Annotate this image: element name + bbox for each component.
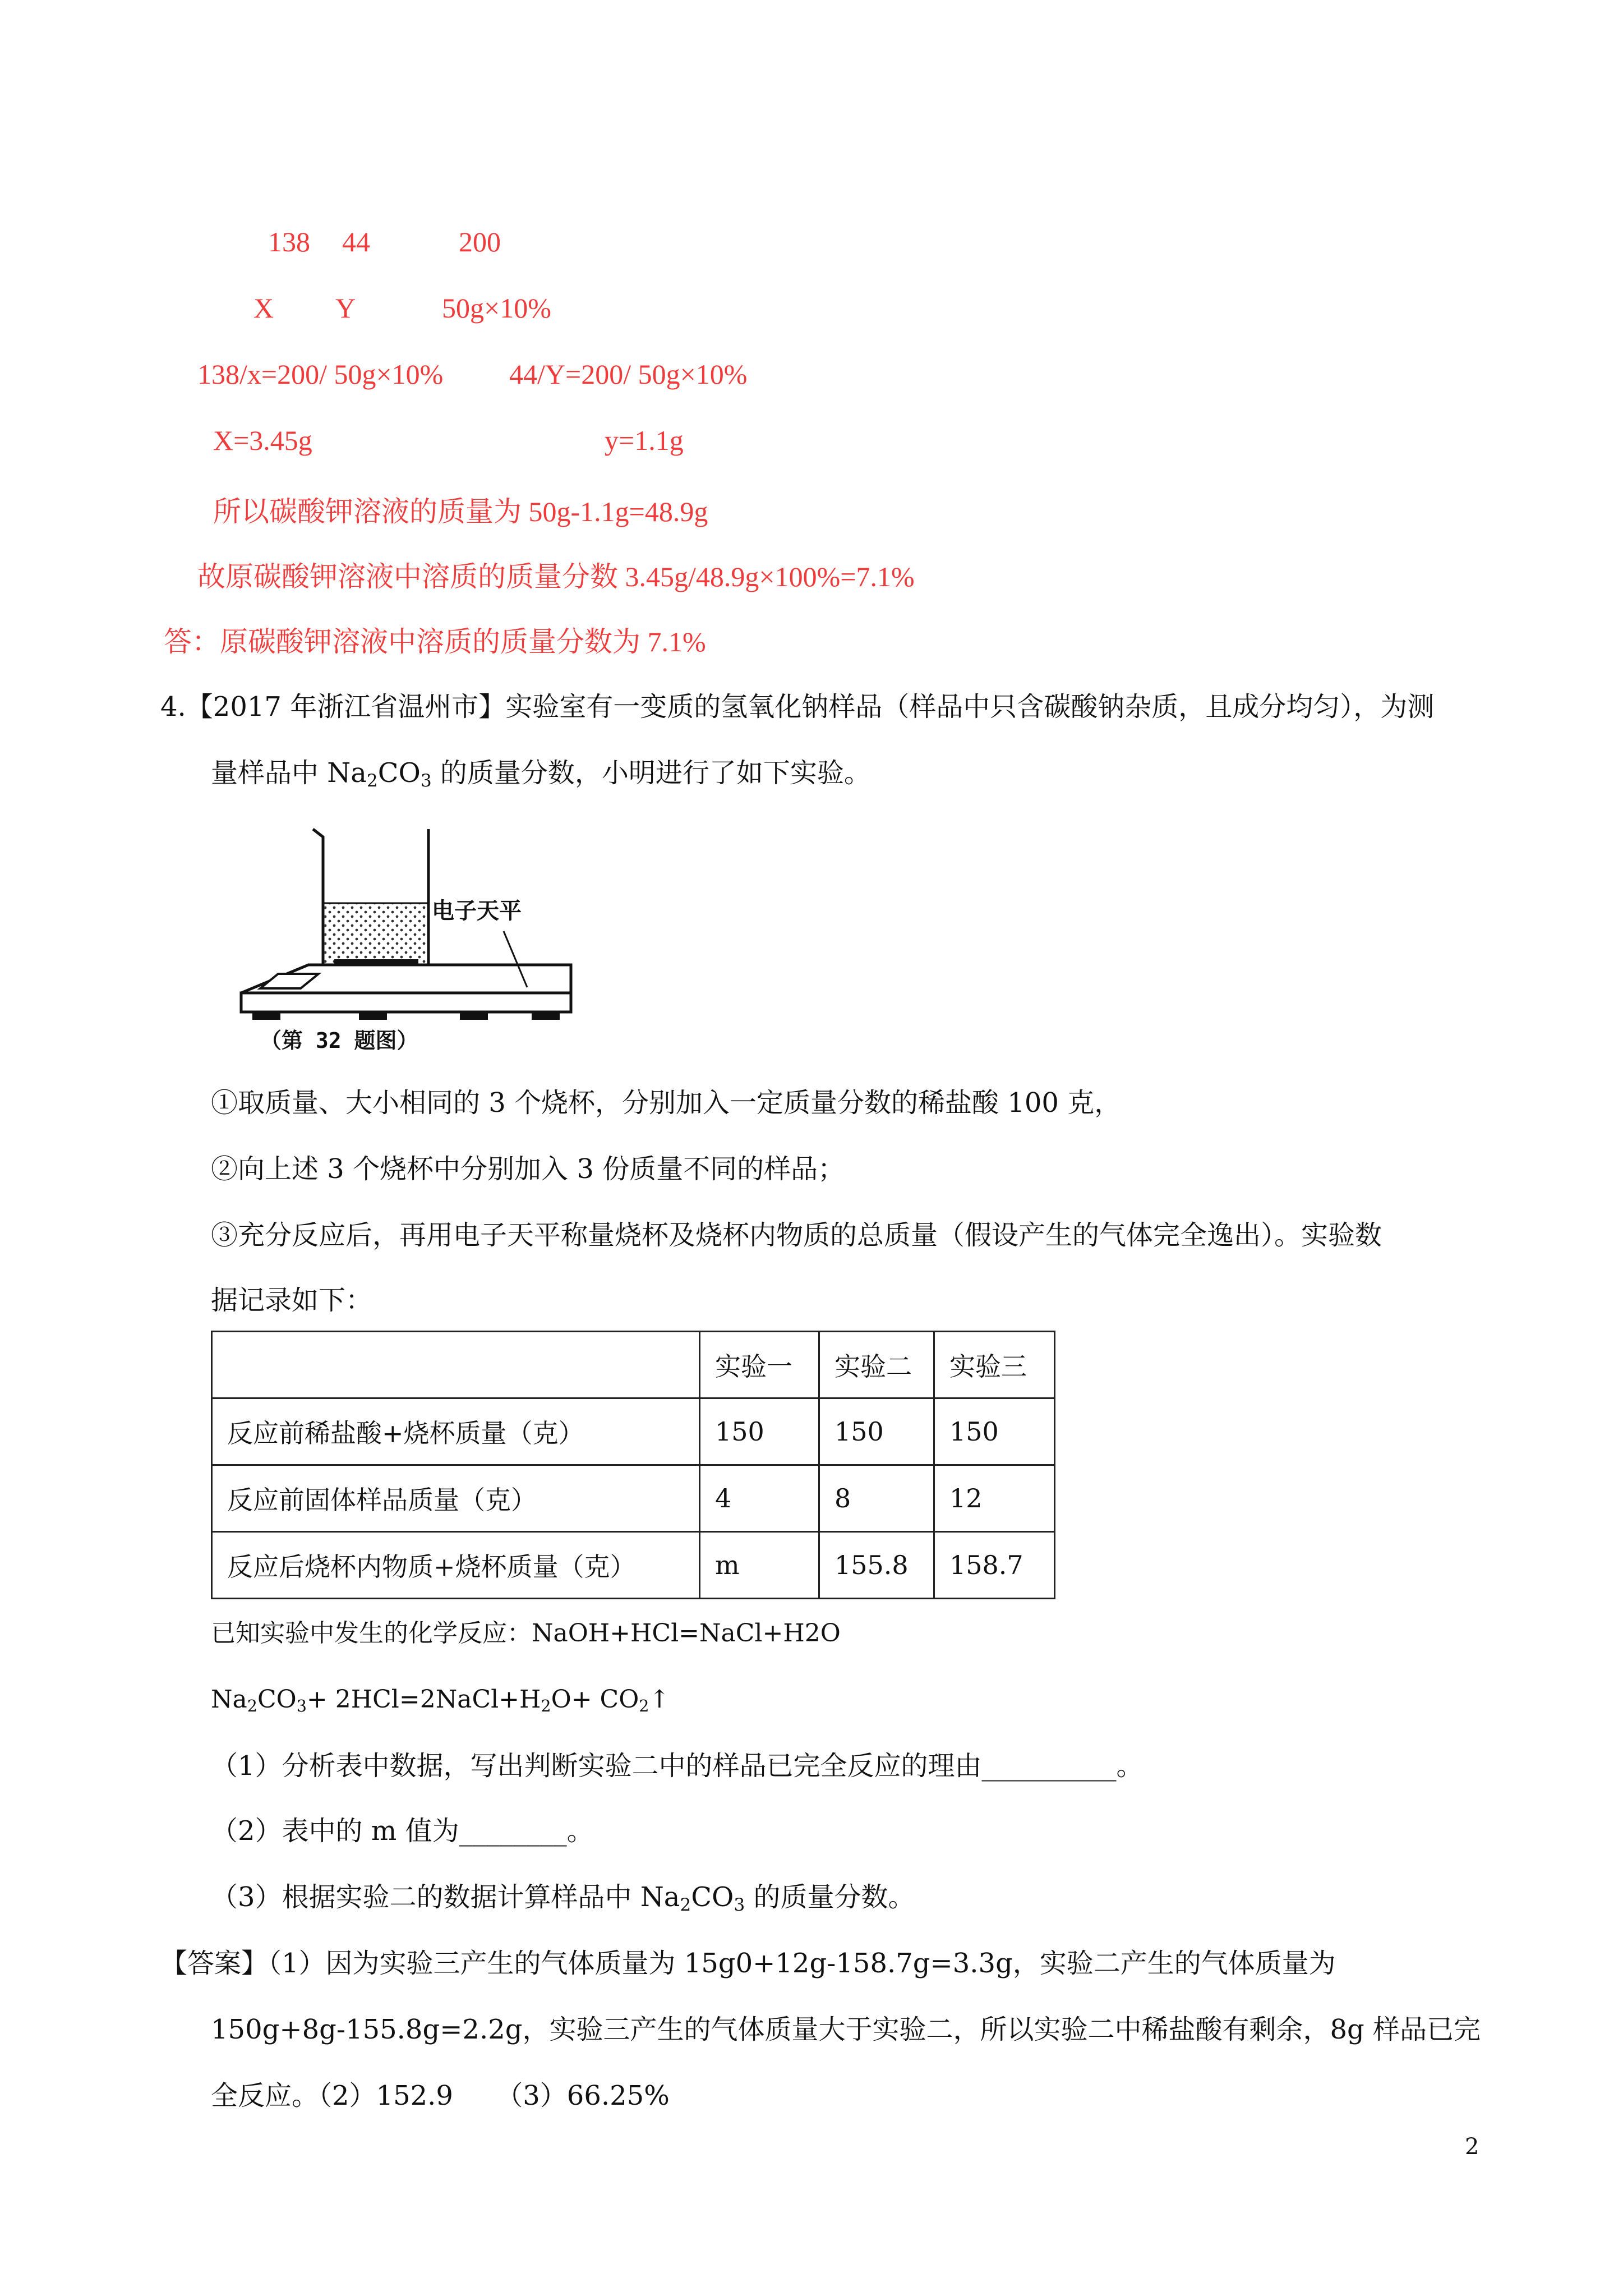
question-stem-1: 实验室有一变质的氢氧化钠样品（样品中只含碳酸钠杂质，且成分均匀），为测 xyxy=(505,691,1435,723)
table-header-cell: 实验一 xyxy=(700,1332,819,1398)
result-y: y=1.1g xyxy=(605,425,684,456)
subscript: 2 xyxy=(366,770,378,791)
ratio-44: 44 xyxy=(342,226,370,257)
subscript: 2 xyxy=(639,1696,649,1716)
step-3: ③充分反应后，再用电子天平称量烧杯及烧杯内物质的总质量（假设产生的气体完全逸出）。实验数 xyxy=(211,1220,1382,1251)
ratio-200: 200 xyxy=(459,226,501,257)
question-text: CO xyxy=(691,1881,734,1913)
subscript: 2 xyxy=(247,1696,257,1716)
table-cell: 158.7 xyxy=(934,1532,1055,1599)
table-row xyxy=(212,1532,1055,1599)
table-cell: 4 xyxy=(700,1465,819,1532)
balance-figure xyxy=(224,825,583,1055)
mass-fraction-line: 故原碳酸钾溶液中溶质的质量分数 3.45g/48.9g×100%=7.1% xyxy=(197,561,915,592)
subscript: 2 xyxy=(680,1894,691,1915)
equation-x: 138/x=200/ 50g×10% xyxy=(197,358,444,390)
figure-caption: （第 32 题图） xyxy=(260,1028,418,1053)
step-1: ①取质量、大小相同的 3 个烧杯，分别加入一定质量分数的稀盐酸 100 克， xyxy=(211,1087,1122,1119)
final-answer-line: 答：原碳酸钾溶液中溶质的质量分数为 7.1% xyxy=(164,626,706,657)
table-row xyxy=(212,1465,1055,1532)
equation-y: 44/Y=200/ 50g×10% xyxy=(509,358,748,390)
reaction-2 xyxy=(211,1682,670,1718)
question-4-line1 xyxy=(160,689,1434,725)
reaction-1: 已知实验中发生的化学反应：NaOH+HCl=NaCl+H2O xyxy=(211,1619,841,1648)
subscript: 3 xyxy=(296,1696,307,1716)
table-cell: 反应前稀盐酸+烧杯质量（克） xyxy=(212,1398,700,1465)
step-4: 据记录如下： xyxy=(211,1285,373,1316)
sub-question-3 xyxy=(211,1879,915,1915)
subscript: 3 xyxy=(734,1894,745,1915)
ratio-138: 138 xyxy=(268,226,310,257)
page-number: 2 xyxy=(1465,2134,1479,2160)
formula-text: + 2HCl=2NaCl+H xyxy=(306,1685,541,1714)
question-text: 的质量分数。 xyxy=(745,1881,915,1913)
experiment-data-table xyxy=(211,1331,1055,1599)
question-number: 4. xyxy=(160,691,186,723)
table-header-cell xyxy=(212,1332,700,1398)
solution-mass-line: 所以碳酸钾溶液的质量为 50g-1.1g=48.9g xyxy=(213,496,708,527)
formula-text: Na xyxy=(211,1685,247,1714)
table-header-cell: 实验三 xyxy=(934,1332,1055,1398)
table-cell: 反应后烧杯内物质+烧杯质量（克） xyxy=(212,1532,700,1599)
table-cell: 150 xyxy=(819,1398,934,1465)
question-text: （3）根据实验二的数据计算样品中 Na xyxy=(211,1881,680,1913)
result-x: X=3.45g xyxy=(213,425,312,456)
var-y: Y xyxy=(335,292,356,324)
table-cell: 反应前固体样品质量（克） xyxy=(212,1465,700,1532)
balance-label: 电子天平 xyxy=(432,898,522,924)
question-4-line2 xyxy=(211,755,871,791)
table-row xyxy=(212,1398,1055,1465)
gas-arrow-symbol: ↑ xyxy=(649,1685,670,1714)
subscript: 2 xyxy=(541,1696,551,1716)
formula-text: CO xyxy=(257,1685,297,1714)
sub-question-2: （2）表中的 m 值为________。 xyxy=(211,1815,594,1847)
question-source: 【2017 年浙江省温州市】 xyxy=(186,691,506,723)
step-2: ②向上述 3 个烧杯中分别加入 3 份质量不同的样品； xyxy=(211,1153,845,1185)
table-cell: 12 xyxy=(934,1465,1055,1532)
formula-text: O+ CO xyxy=(551,1685,639,1714)
var-mass: 50g×10% xyxy=(442,292,551,324)
stem-text: 量样品中 Na xyxy=(211,757,367,789)
table-header-row xyxy=(212,1332,1055,1398)
table-cell: 155.8 xyxy=(819,1532,934,1599)
answer-line-1: 【答案】（1）因为实验三产生的气体质量为 15g0+12g-158.7g=3.3g，实验二产生的气体质量为 xyxy=(160,1948,1336,1979)
subscript: 3 xyxy=(420,770,432,791)
table-header-cell: 实验二 xyxy=(819,1332,934,1398)
table-cell: m xyxy=(700,1532,819,1599)
table-cell: 150 xyxy=(700,1398,819,1465)
answer-line-2: 150g+8g-155.8g=2.2g，实验三产生的气体质量大于实验二，所以实验二中稀盐酸有剩余，8g 样品已完 xyxy=(211,2014,1481,2045)
table-cell: 150 xyxy=(934,1398,1055,1465)
var-x: X xyxy=(253,292,274,324)
answer-line-3: 全反应。（2）152.9 （3）66.25% xyxy=(211,2080,670,2111)
stem-text: CO xyxy=(377,757,421,789)
sub-question-1: （1）分析表中数据，写出判断实验二中的样品已完全反应的理由__________。 xyxy=(211,1750,1144,1782)
stem-text: 的质量分数，小明进行了如下实验。 xyxy=(431,757,871,789)
beaker-balance-illustration xyxy=(224,825,583,1055)
table-cell: 8 xyxy=(819,1465,934,1532)
